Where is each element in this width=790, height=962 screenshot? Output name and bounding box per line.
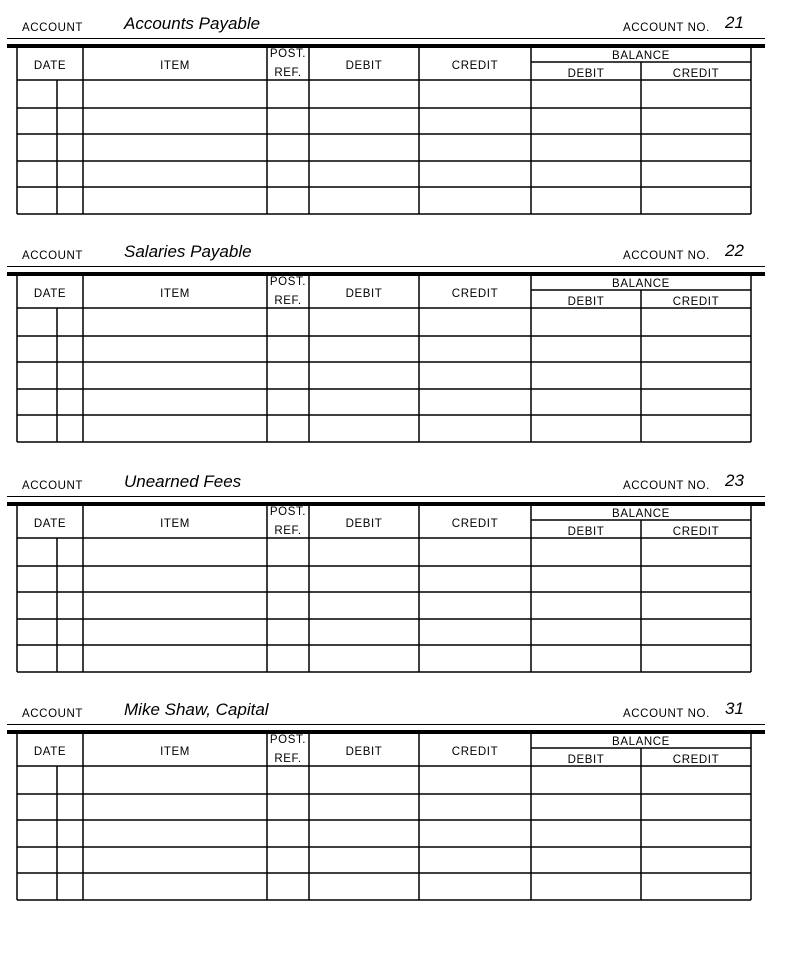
date-header: DATE <box>33 60 67 72</box>
debit-header: DEBIT <box>345 518 383 530</box>
account-label: ACCOUNT <box>22 250 84 262</box>
post-header: POST. <box>269 506 307 518</box>
ledger-grid <box>0 470 790 698</box>
item-header: ITEM <box>160 288 190 300</box>
ref-header: REF. <box>274 67 302 79</box>
account-label: ACCOUNT <box>22 480 84 492</box>
account-number: 22 <box>725 241 744 260</box>
account-no-label: ACCOUNT NO. <box>623 480 710 492</box>
account-label: ACCOUNT <box>22 22 84 34</box>
credit-header: CREDIT <box>451 746 499 758</box>
balance-header: BALANCE <box>612 50 670 62</box>
ledger-unearned-fees <box>0 470 790 698</box>
balance-credit-header: CREDIT <box>672 754 720 766</box>
balance-credit-header: CREDIT <box>672 526 720 538</box>
balance-credit-header: CREDIT <box>672 296 720 308</box>
ledger-mike-shaw-capital <box>0 698 790 926</box>
ref-header: REF. <box>274 525 302 537</box>
balance-debit-header: DEBIT <box>567 526 605 538</box>
account-label: ACCOUNT <box>22 708 84 720</box>
account-name: Mike Shaw, Capital <box>124 700 269 719</box>
account-no-label: ACCOUNT NO. <box>623 708 710 720</box>
ledger-grid <box>0 698 790 926</box>
debit-header: DEBIT <box>345 746 383 758</box>
ledger-grid <box>0 12 790 240</box>
item-header: ITEM <box>160 746 190 758</box>
ref-header: REF. <box>274 753 302 765</box>
post-header: POST. <box>269 276 307 288</box>
ref-header: REF. <box>274 295 302 307</box>
account-no-label: ACCOUNT NO. <box>623 250 710 262</box>
date-header: DATE <box>33 518 67 530</box>
debit-header: DEBIT <box>345 60 383 72</box>
credit-header: CREDIT <box>451 518 499 530</box>
account-number: 21 <box>725 13 744 32</box>
balance-debit-header: DEBIT <box>567 296 605 308</box>
date-header: DATE <box>33 288 67 300</box>
date-header: DATE <box>33 746 67 758</box>
post-header: POST. <box>269 48 307 60</box>
account-number: 23 <box>725 471 744 490</box>
balance-debit-header: DEBIT <box>567 754 605 766</box>
balance-header: BALANCE <box>612 508 670 520</box>
ledger-accounts-payable <box>0 12 790 240</box>
balance-header: BALANCE <box>612 278 670 290</box>
balance-credit-header: CREDIT <box>672 68 720 80</box>
ledger-salaries-payable <box>0 240 790 468</box>
item-header: ITEM <box>160 518 190 530</box>
credit-header: CREDIT <box>451 60 499 72</box>
account-number: 31 <box>725 699 744 718</box>
balance-header: BALANCE <box>612 736 670 748</box>
account-name: Salaries Payable <box>124 242 252 261</box>
account-no-label: ACCOUNT NO. <box>623 22 710 34</box>
post-header: POST. <box>269 734 307 746</box>
credit-header: CREDIT <box>451 288 499 300</box>
account-name: Accounts Payable <box>124 14 261 33</box>
debit-header: DEBIT <box>345 288 383 300</box>
account-name: Unearned Fees <box>124 472 242 491</box>
ledger-grid <box>0 240 790 468</box>
item-header: ITEM <box>160 60 190 72</box>
balance-debit-header: DEBIT <box>567 68 605 80</box>
